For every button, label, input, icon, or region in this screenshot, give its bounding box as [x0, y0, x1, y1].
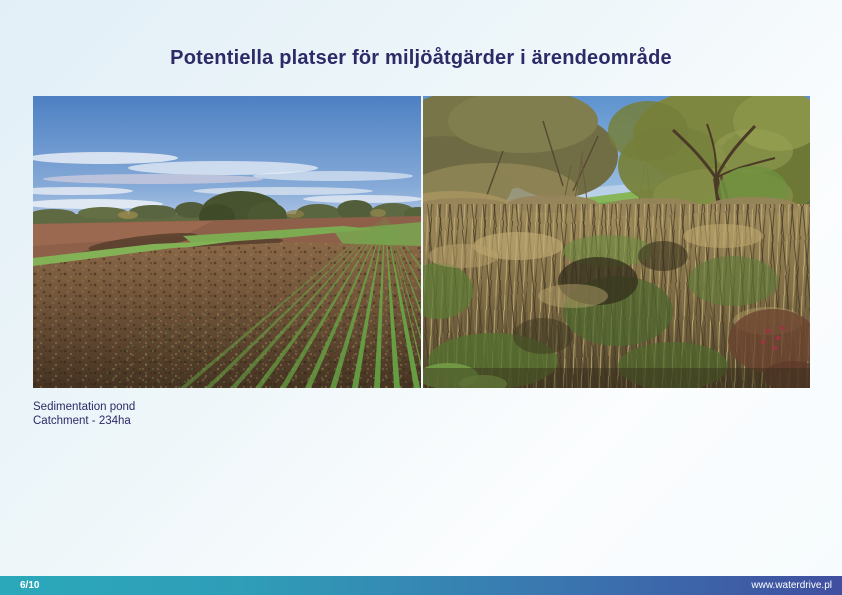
caption-line-1: Sedimentation pond — [33, 401, 136, 413]
photo-pair — [33, 96, 810, 388]
website-link[interactable]: www.waterdrive.pl — [751, 580, 832, 591]
caption-line-2: Catchment - 234ha — [33, 415, 131, 427]
page-title: Potentiella platser för miljöåtgärder i ärendeområde — [170, 47, 672, 69]
photo-caption — [33, 400, 135, 428]
scrub-photo — [423, 96, 810, 388]
scrub-foreground — [423, 195, 810, 388]
page-number: 6/10 — [20, 580, 40, 591]
field-photo — [33, 96, 421, 388]
footer-bar — [0, 576, 842, 595]
